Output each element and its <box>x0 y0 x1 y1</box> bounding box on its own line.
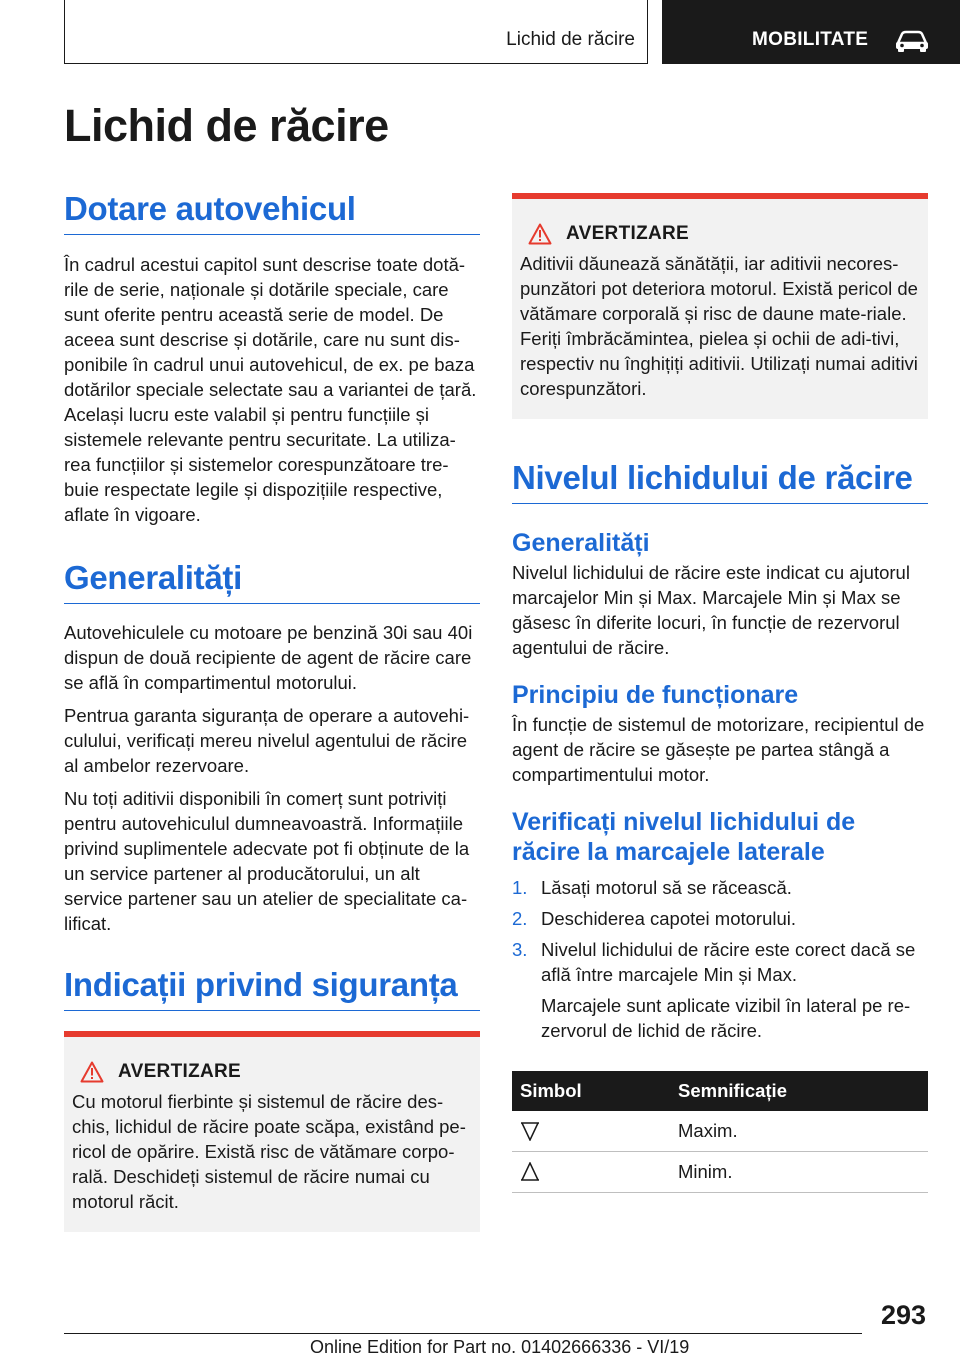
symbol-table <box>512 1071 928 1193</box>
heading-verificati: Verificați nivelul lichidului de răcire la marcajele laterale <box>512 808 856 866</box>
generalitati-p3: Nu toți aditivii disponibili în comerț sunt potriviți pentru autovehiculul dumneavoastră. Informațiile privind suplimentele adecvate pot fi obținute de la un service partener al producătorului, un alt service partener sau un atelier de specialitate ca-lificat. <box>64 788 470 934</box>
step-note: Marcajele sunt aplicate vizibil în lateral pe re-zervorul de lichid de răcire. <box>541 995 911 1041</box>
page-title: Lichid de răcire <box>64 100 389 151</box>
list-item: 3. Nivelul lichidului de răcire este corect dacă se află între marcajele Min și Max. <box>512 939 916 985</box>
warning-triangle-icon <box>528 223 552 245</box>
table-header-symbol: Simbol <box>512 1071 670 1111</box>
table-header-meaning: Semnificație <box>670 1071 928 1111</box>
table-row <box>512 1152 928 1193</box>
max-mark-icon <box>520 1121 540 1141</box>
warning-title: AVERTIZARE <box>118 1061 241 1082</box>
heading-generalitati-nivel: Generalități <box>512 529 650 557</box>
nivel-generalitati-text: Nivelul lichidului de răcire este indicat cu ajutorul marcajelor Min și Max. Marcajele Min și Max se găsesc în diferite locuri, în funcție de rezervorul agentului de răcire. <box>512 562 910 658</box>
footer-edition: Online Edition for Part no. 01402666336 - VI/19 <box>310 1337 690 1357</box>
heading-siguranta: Indicații privind siguranța <box>64 966 480 1011</box>
steps-list <box>512 875 928 987</box>
warning-title: AVERTIZARE <box>566 223 689 244</box>
warning-text: Cu motorul fierbinte și sistemul de răcire des-chis, lichidul de răcire poate scăpa, existând pe-ricol de opărire. Există risc de vătămare corpo-rală. Deschideți sistemul de răcire numai cu motorul răcit. <box>72 1091 466 1212</box>
generalitati-p2: Pentrua garanta siguranța de operare a autovehi-culului, verificați mereu nivelul agentului de răcire al ambelor rezervoare. <box>64 705 470 776</box>
warning-box-hot-engine <box>64 1031 480 1232</box>
table-row <box>512 1111 928 1152</box>
principiu-text: În funcție de sistemul de motorizare, recipientul de agent de răcire se găsește pe partea stângă a compartimentului motor. <box>512 714 925 785</box>
header-section-box <box>64 0 648 64</box>
list-item: 1. Lăsați motorul să se răcească. <box>512 877 792 898</box>
table-cell-meaning: Maxim. <box>670 1111 928 1152</box>
left-column <box>64 190 480 1232</box>
table-header-row <box>512 1071 928 1111</box>
right-column <box>512 193 928 1193</box>
warning-text: Aditivii dăunează sănătății, iar aditivii necores-punzători pot deteriora motorul. Există pericol de vătămare corporală și risc de daune mate-riale. Feriți îmbrăcămintea, pielea și ochii de adi-tivi, respectiv nu înghițiți aditivii. Utilizați numai aditivi corespunzători. <box>520 253 918 399</box>
header-chapter-label: MOBILITATE <box>752 29 869 50</box>
car-icon <box>894 29 930 53</box>
footer-divider <box>64 1333 862 1334</box>
page-number: 293 <box>880 1300 926 1330</box>
min-mark-icon <box>520 1162 540 1182</box>
heading-dotare: Dotare autovehicul <box>64 190 480 235</box>
table-cell-meaning: Minim. <box>670 1152 928 1193</box>
header-chapter-box <box>662 0 960 64</box>
dotare-text: În cadrul acestui capitol sunt descrise toate dotă-rile de serie, naționale și dotările speciale, care sunt oferite pentru această serie de model. De aceea sunt descrise și dotările, care nu sunt dis-ponibile în cadrul unui autovehicul, de ex. pe baza dotărilor speciale selectate sau a variantei de țară. Același lucru este valabil și pentru funcțiile și sistemele relevante pentru securitate. La utiliza-rea funcțiilor și sistemelor corespunzătoare tre-buie respectate legile și dispozițiile respective, aflate în vigoare. <box>64 254 477 525</box>
list-item: 2. Deschiderea capotei motorului. <box>512 908 797 929</box>
heading-nivel: Nivelul lichidului de răcire <box>512 459 928 504</box>
heading-principiu: Principiu de funcționare <box>512 681 799 709</box>
header-section-label: Lichid de răcire <box>506 29 635 50</box>
warning-triangle-icon <box>80 1061 104 1083</box>
heading-generalitati: Generalități <box>64 559 480 604</box>
generalitati-p1: Autovehiculele cu motoare pe benzină 30i sau 40i dispun de două recipiente de agent de răcire care se află în compartimentul motorului. <box>64 622 473 693</box>
warning-box-additives <box>512 193 928 419</box>
